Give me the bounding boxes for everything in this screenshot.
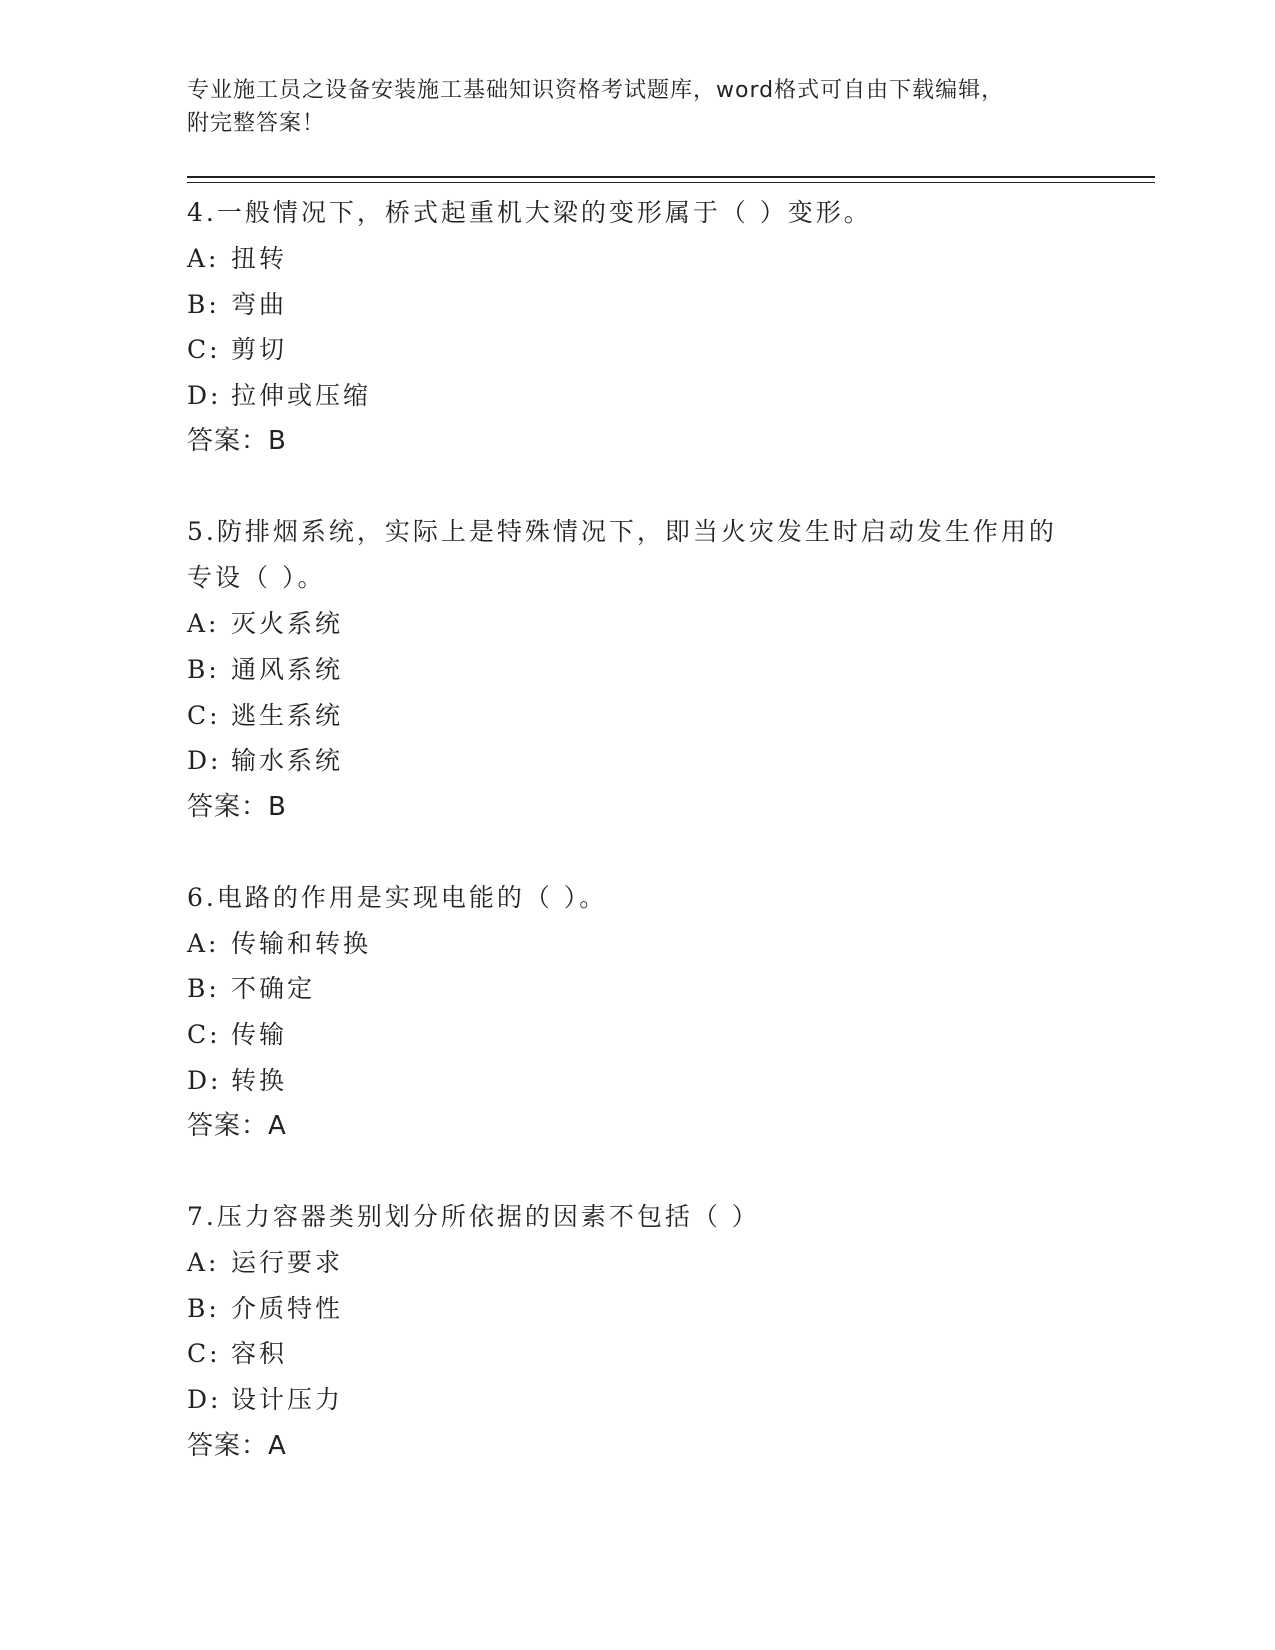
question-text: 4.一般情况下，桥式起重机大梁的变形属于（ ）变形。 [187, 198, 872, 227]
option-key: A: [187, 1248, 220, 1278]
option-key: A: [187, 928, 220, 958]
option-text: 传输 [231, 1019, 288, 1049]
option-key: B: [187, 974, 220, 1004]
option-text: 设计压力 [231, 1384, 344, 1414]
header-divider-thin [187, 182, 1155, 183]
question-list [187, 190, 1067, 1514]
option-c [187, 1012, 1067, 1058]
question-text: 7.压力容器类别划分所依据的因素不包括（ ） [187, 1202, 760, 1232]
option-text: 扭转 [231, 244, 288, 273]
question-text: 6.电路的作用是实现电能的（ ）。 [187, 882, 608, 912]
option-a [187, 921, 1067, 967]
question-item [187, 875, 1067, 1149]
option-key: D: [187, 1384, 222, 1414]
option-text: 输水系统 [231, 746, 344, 776]
answer-text: 答案：A [187, 1111, 287, 1142]
option-a [187, 1240, 1067, 1286]
option-d [187, 1058, 1067, 1104]
option-c [187, 327, 1067, 373]
option-text: 传输和转换 [231, 928, 372, 958]
option-text: 通风系统 [231, 654, 344, 684]
question-item [187, 190, 1067, 464]
option-text: 逃生系统 [231, 700, 344, 730]
option-key: A: [187, 244, 220, 273]
option-text: 弯曲 [231, 289, 288, 319]
option-key: B: [187, 654, 220, 684]
option-key: C: [187, 700, 221, 730]
option-text: 不确定 [231, 974, 316, 1004]
option-text: 拉伸或压缩 [231, 380, 372, 410]
header-line-2: 附完整答案！ [187, 111, 326, 136]
option-key: D: [187, 380, 222, 410]
header-divider-thick [187, 176, 1155, 178]
option-text: 介质特性 [231, 1293, 344, 1323]
question-text: 5.防排烟系统，实际上是特殊情况下，即当火灾发生时启动发生作用的专设（ ）。 [187, 517, 1057, 593]
option-d [187, 373, 1067, 419]
option-b [187, 1286, 1067, 1332]
option-c [187, 1331, 1067, 1377]
option-text: 灭火系统 [231, 609, 344, 639]
option-text: 剪切 [231, 335, 288, 365]
document-header [187, 74, 1087, 140]
answer-text: 答案：B [187, 791, 287, 822]
option-b [187, 282, 1067, 328]
question-item [187, 509, 1067, 829]
option-key: B: [187, 1293, 220, 1323]
option-c [187, 693, 1067, 739]
option-key: C: [187, 1019, 221, 1049]
option-key: D: [187, 746, 222, 776]
option-key: D: [187, 1065, 222, 1095]
option-key: C: [187, 1339, 221, 1369]
option-a [187, 601, 1067, 647]
option-text: 运行要求 [231, 1248, 344, 1278]
option-key: B: [187, 289, 220, 319]
header-line-1: 专业施工员之设备安装施工基础知识资格考试题库，word格式可自由下载编辑， [187, 78, 1005, 103]
option-b [187, 647, 1067, 693]
option-d [187, 738, 1067, 784]
answer-text: 答案：B [187, 426, 287, 457]
option-d [187, 1377, 1067, 1423]
option-text: 转换 [231, 1065, 288, 1095]
option-key: A: [187, 609, 220, 639]
option-text: 容积 [231, 1339, 288, 1369]
option-key: C: [187, 335, 221, 365]
option-a [187, 236, 1067, 282]
question-item [187, 1194, 1067, 1468]
option-b [187, 966, 1067, 1012]
answer-text: 答案：A [187, 1430, 287, 1461]
